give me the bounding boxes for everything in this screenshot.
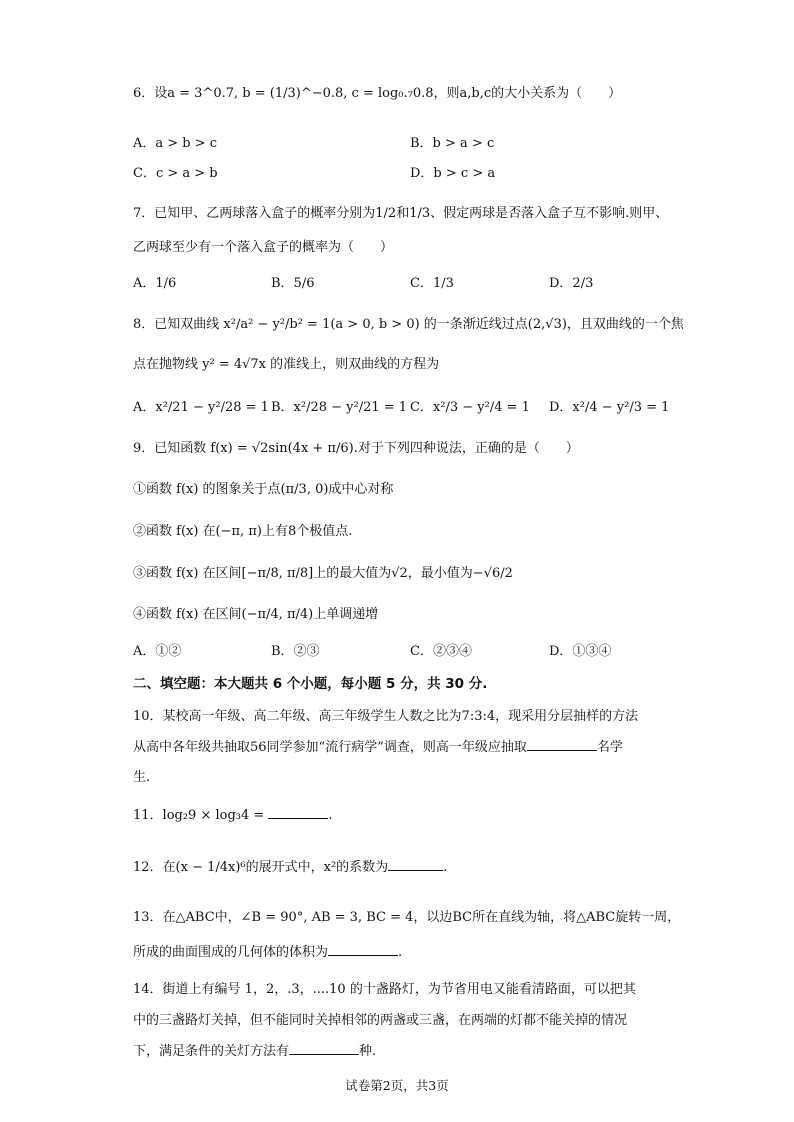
q6-option-c: C．c > a > b bbox=[133, 166, 218, 181]
question-12-text: 12．在(x − 1/4x)⁶的展开式中，x²的系数为 bbox=[133, 860, 389, 875]
question-8-line-1: 8．已知双曲线 x²/a² − y²/b² = 1(a > 0, b > 0) 的一条渐近线过点(2,√3)，且双曲线的一个焦 bbox=[133, 317, 684, 332]
question-9-statement-3: ③函数 f(x) 在区间[−π/8, π/8]上的最大值为√2，最小值为−√6/2 bbox=[133, 566, 513, 581]
section-fill-in-heading: 二、填空题：本大题共 6 个小题，每小题 5 分，共 30 分. bbox=[133, 676, 488, 692]
question-14-line-3 bbox=[133, 1040, 376, 1059]
question-10-line-2-text: 从高中各年级共抽取56同学参加“流行病学”调查，则高一年级应抽取 bbox=[133, 740, 527, 755]
question-14-line-3-end: 种. bbox=[359, 1044, 377, 1059]
question-6: 6．设a = 3^0.7, b = (1/3)^−0.8, c = log₀.₇0.8，则a,b,c的大小关系为（ ） bbox=[133, 86, 622, 101]
question-13-end: . bbox=[398, 945, 403, 960]
question-10-line-2 bbox=[133, 736, 623, 755]
question-7-line-1: 7．已知甲、乙两球落入盒子的概率分别为1/2和1/3、假定两球是否落入盒子互不影响.则甲、 bbox=[133, 206, 669, 221]
question-8-line-2: 点在抛物线 y² = 4√7x 的准线上，则双曲线的方程为 bbox=[133, 357, 440, 372]
question-14-line-1: 14．街道上有编号 1，2，.3，....10 的十盏路灯，为节省用电又能看清路面，可以把其 bbox=[133, 982, 636, 997]
q6-option-d: D．b > c > a bbox=[410, 166, 496, 181]
q7-option-b: B．5/6 bbox=[271, 276, 315, 291]
question-13-line-1: 13．在△ABC中，∠B = 90°, AB = 3, BC = 4，以边BC所在直线为轴，将△ABC旋转一周， bbox=[133, 910, 681, 925]
q8-option-d: D．x²/4 − y²/3 = 1 bbox=[549, 400, 670, 415]
question-11 bbox=[133, 804, 332, 823]
question-7-line-2: 乙两球至少有一个落入盒子的概率为（ ） bbox=[133, 240, 394, 255]
question-14-line-3-text: 下，满足条件的关灯方法有 bbox=[133, 1044, 290, 1059]
q9-option-a: A．①② bbox=[133, 644, 182, 659]
question-10-line-3: 生. bbox=[133, 770, 151, 785]
answer-blank-12[interactable] bbox=[388, 858, 443, 871]
question-10-line-1: 10．某校高一年级、高二年级、高三年级学生人数之比为7:3:4，现采用分层抽样的方法 bbox=[133, 709, 639, 724]
q6-option-a: A．a > b > c bbox=[133, 136, 218, 151]
q8-option-c: C．x²/3 − y²/4 = 1 bbox=[410, 400, 530, 415]
q6-option-b: B．b > a > c bbox=[410, 136, 495, 151]
question-12-end: . bbox=[443, 860, 448, 875]
question-12 bbox=[133, 856, 447, 875]
q7-option-a: A．1/6 bbox=[133, 276, 177, 291]
q7-option-d: D．2/3 bbox=[549, 276, 594, 291]
q9-option-d: D．①③④ bbox=[549, 644, 612, 659]
question-9-stem: 9．已知函数 f(x) = √2sin(4x + π/6).对于下列四种说法，正确的是（ ） bbox=[133, 441, 579, 456]
question-9-statement-2: ②函数 f(x) 在(−π, π)上有8个极值点. bbox=[133, 524, 353, 539]
answer-blank-14[interactable] bbox=[289, 1042, 359, 1055]
q7-option-c: C．1/3 bbox=[410, 276, 454, 291]
answer-blank-13[interactable] bbox=[328, 943, 398, 956]
answer-blank-11[interactable] bbox=[268, 806, 328, 819]
question-14-line-2: 中的三盏路灯关掉，但不能同时关掉相邻的两盏或三盏，在两端的灯都不能关掉的情况 bbox=[133, 1013, 628, 1028]
question-11-text: 11．log₂9 × log₃4 = bbox=[133, 808, 265, 823]
question-9-statement-1: ①函数 f(x) 的图象关于点(π/3, 0)成中心对称 bbox=[133, 482, 394, 497]
question-13-line-2 bbox=[133, 941, 402, 960]
q8-option-b: B．x²/28 − y²/21 = 1 bbox=[271, 400, 408, 415]
q9-option-b: B．②③ bbox=[271, 644, 320, 659]
q9-option-c: C．②③④ bbox=[410, 644, 472, 659]
q8-option-a: A．x²/21 − y²/28 = 1 bbox=[133, 400, 269, 415]
question-13-line-2-text: 所成的曲面围成的几何体的体积为 bbox=[133, 945, 329, 960]
question-9-statement-4: ④函数 f(x) 在区间(−π/4, π/4)上单调递增 bbox=[133, 607, 379, 622]
answer-blank-10[interactable] bbox=[527, 738, 597, 751]
page-footer: 试卷第2页，共3页 bbox=[345, 1078, 449, 1093]
question-11-end: . bbox=[328, 808, 333, 823]
question-10-line-2-end: 名学 bbox=[596, 740, 623, 755]
